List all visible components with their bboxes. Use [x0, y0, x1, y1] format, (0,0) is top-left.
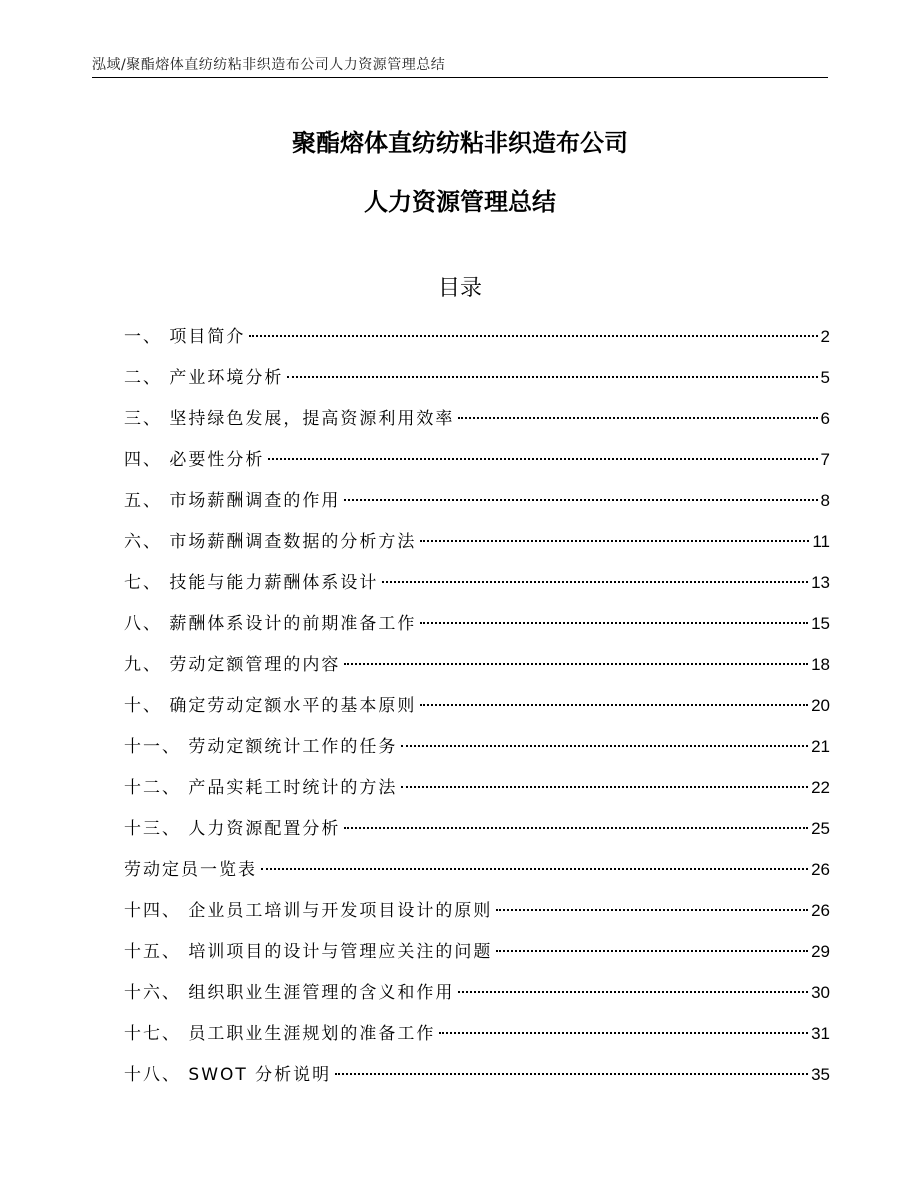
- toc-entry[interactable]: [124, 608, 830, 649]
- toc-entry-label: 十五、 培训项目的设计与管理应关注的问题: [124, 942, 493, 962]
- toc-entry-page: 29: [811, 942, 830, 961]
- toc-entry-label: 七、 技能与能力薪酬体系设计: [124, 573, 379, 593]
- toc-entry-page: 35: [811, 1065, 830, 1084]
- toc-entry-label: 二、 产业环境分析: [124, 368, 284, 388]
- toc-entry[interactable]: [124, 526, 830, 567]
- toc-entry-label: 十二、 产品实耗工时统计的方法: [124, 778, 398, 798]
- table-of-contents: [124, 321, 830, 1100]
- toc-entry[interactable]: [124, 1059, 830, 1100]
- toc-heading: 目录: [437, 276, 482, 301]
- toc-dot-leader: [344, 827, 808, 829]
- toc-entry[interactable]: [124, 649, 830, 690]
- toc-entry-page: 11: [812, 532, 830, 551]
- toc-entry-page: 26: [811, 860, 830, 879]
- document-title-line-1: 聚酯熔体直纺纺粘非织造布公司: [292, 129, 628, 157]
- toc-entry-label: 十八、 SWOT 分析说明: [124, 1065, 332, 1085]
- toc-dot-leader: [344, 499, 817, 501]
- toc-dot-leader: [439, 1032, 808, 1034]
- toc-dot-leader: [382, 581, 808, 583]
- toc-entry-page: 30: [811, 983, 830, 1002]
- toc-entry-page: 5: [820, 368, 830, 387]
- document-title-line-2: 人力资源管理总结: [364, 188, 556, 216]
- toc-entry[interactable]: [124, 977, 830, 1018]
- toc-entry[interactable]: [124, 485, 830, 526]
- toc-entry[interactable]: [124, 321, 830, 362]
- toc-dot-leader: [268, 458, 817, 460]
- toc-entry-page: 26: [811, 901, 830, 920]
- toc-entry-label: 六、 市场薪酬调查数据的分析方法: [124, 532, 417, 552]
- toc-entry-page: 31: [811, 1024, 830, 1043]
- toc-entry[interactable]: [124, 772, 830, 813]
- toc-dot-leader: [287, 376, 817, 378]
- toc-entry[interactable]: [124, 895, 830, 936]
- running-header: 泓域/聚酯熔体直纺纺粘非织造布公司人力资源管理总结: [92, 57, 446, 73]
- toc-entry-label: 九、 劳动定额管理的内容: [124, 655, 341, 675]
- toc-dot-leader: [249, 335, 817, 337]
- toc-entry-page: 7: [820, 450, 830, 469]
- toc-entry-page: 25: [811, 819, 830, 838]
- toc-entry-page: 22: [811, 778, 830, 797]
- header-divider: [92, 77, 828, 78]
- toc-entry[interactable]: [124, 444, 830, 485]
- toc-entry-label: 十六、 组织职业生涯管理的含义和作用: [124, 983, 455, 1003]
- toc-entry-page: 6: [820, 409, 830, 428]
- toc-entry-label: 四、 必要性分析: [124, 450, 265, 470]
- toc-entry[interactable]: [124, 1018, 830, 1059]
- toc-entry-page: 21: [811, 737, 830, 756]
- toc-entry-page: 8: [820, 491, 830, 510]
- toc-dot-leader: [496, 909, 808, 911]
- toc-entry-label: 五、 市场薪酬调查的作用: [124, 491, 341, 511]
- toc-entry-label: 十、 确定劳动定额水平的基本原则: [124, 696, 417, 716]
- toc-entry[interactable]: [124, 813, 830, 854]
- toc-entry-page: 15: [811, 614, 830, 633]
- toc-dot-leader: [344, 663, 808, 665]
- toc-entry-page: 2: [820, 327, 830, 346]
- toc-entry[interactable]: [124, 690, 830, 731]
- toc-entry-page: 18: [811, 655, 830, 674]
- toc-entry-page: 13: [811, 573, 830, 592]
- toc-dot-leader: [261, 868, 808, 870]
- toc-entry-label: 十七、 员工职业生涯规划的准备工作: [124, 1024, 436, 1044]
- toc-dot-leader: [420, 540, 809, 542]
- toc-entry-label: 劳动定员一览表: [124, 860, 257, 880]
- toc-entry-label: 一、 项目简介: [124, 327, 246, 347]
- toc-entry-page: 20: [811, 696, 830, 715]
- toc-dot-leader: [420, 622, 808, 624]
- toc-entry-label: 十四、 企业员工培训与开发项目设计的原则: [124, 901, 493, 921]
- toc-dot-leader: [401, 745, 808, 747]
- toc-entry[interactable]: [124, 403, 830, 444]
- toc-entry[interactable]: [124, 854, 830, 895]
- toc-entry[interactable]: [124, 731, 830, 772]
- toc-dot-leader: [458, 417, 817, 419]
- toc-entry-label: 十三、 人力资源配置分析: [124, 819, 341, 839]
- toc-entry-label: 三、 坚持绿色发展，提高资源利用效率: [124, 409, 455, 429]
- toc-entry-label: 十一、 劳动定额统计工作的任务: [124, 737, 398, 757]
- toc-dot-leader: [335, 1073, 808, 1075]
- toc-entry[interactable]: [124, 567, 830, 608]
- toc-dot-leader: [401, 786, 808, 788]
- toc-dot-leader: [420, 704, 808, 706]
- toc-entry-label: 八、 薪酬体系设计的前期准备工作: [124, 614, 417, 634]
- toc-entry[interactable]: [124, 362, 830, 403]
- toc-dot-leader: [496, 950, 808, 952]
- toc-entry[interactable]: [124, 936, 830, 977]
- toc-dot-leader: [458, 991, 808, 993]
